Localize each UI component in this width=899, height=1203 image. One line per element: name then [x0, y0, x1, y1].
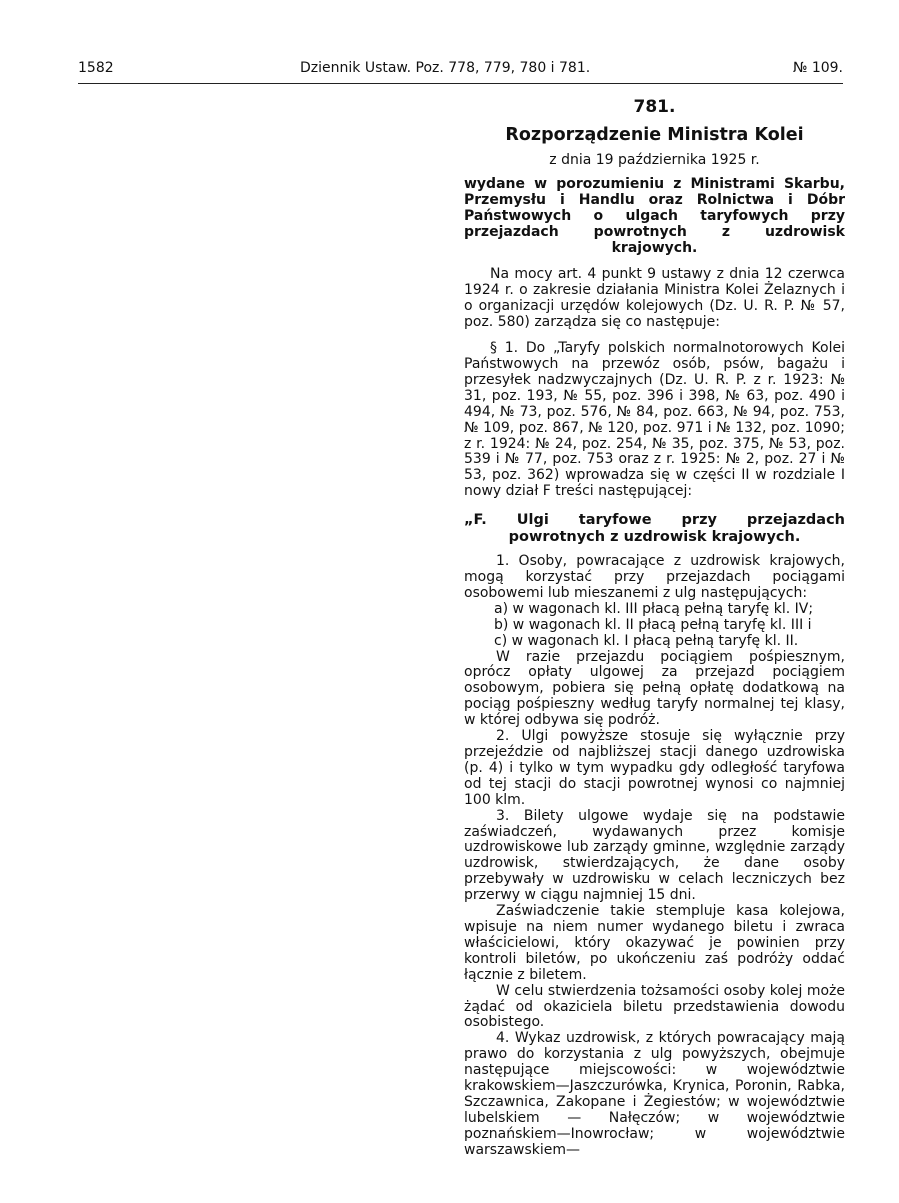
section-f-heading: „F. Ulgi taryfowe przy przejazdach powrotnych z uzdrowisk krajowych.: [464, 512, 845, 546]
article-column: [464, 96, 845, 1159]
page-header: [78, 59, 843, 84]
article-subtitle: wydane w porozumieniu z Ministrami Skarbu, Przemysłu i Handlu oraz Rolnictwa i Dóbr Państwowych o ulgach taryfowych przy przejazdach powrotnych z uzdrowisk krajowych.: [464, 175, 845, 256]
point-3-continuation-2: W celu stwierdzenia tożsamości osoby kolej może żądać od okaziciela biletu przedstawienia dowodu osobistego.: [464, 982, 845, 1031]
section-1-paragraph: § 1. Do „Taryfy polskich normalnotorowych Kolei Państwowych na przewóz osób, psów, bagażu i przesyłek nadzwyczajnych (Dz. U. R. P. z r. 1923: № 31, poz. 193, № 55, poz. 396 i 398, № 63, poz. 490 i 494, № 73, poz. 576, № 84, poz. 663, № 94, poz. 753, № 109, poz. 867, № 120, poz. 971 i № 132, poz. 1090; z r. 1924: № 24, poz. 254, № 35, poz. 375, № 53, poz. 539 i № 77, poz. 753 oraz z r. 1925: № 2, poz. 27 i № 53, poz. 362) wprowadza się w części II w rozdziale I nowy dział F treści następującej:: [464, 340, 845, 500]
point-4: 4. Wykaz uzdrowisk, z których powracający mają prawo do korzystania z ulg powyższych, obejmuje następujące miejscowości: w województwie krakowskiem—Jaszczurówka, Krynica, Poronin, Rabka, Szczawnica, Zakopane i Żegiestów; w województwie lubelskiem — Nałęczów; w województwie poznańskiem—Inowrocław; w województwie warszawskiem—: [464, 1030, 845, 1158]
article-number: 781.: [633, 97, 676, 117]
point-3: 3. Bilety ulgowe wydaje się na podstawie zaświadczeń, wydawanych przez komisje uzdrowiskowe lub zarządy gminne, względnie zarządy uzdrowisk, stwierdzających, że dane osoby przebywały w uzdrowisku w celach leczniczych bez przerwy w ciągu najmniej 15 dni.: [464, 807, 845, 904]
page-number: 1582: [78, 60, 114, 76]
journal-title: Dziennik Ustaw. Poz. 778, 779, 780 i 781.: [300, 60, 591, 76]
point-1-continuation: W razie przejazdu pociągiem pośpiesznym, oprócz opłaty ulgowej za przejazd pociągiem osobowym, pobiera się pełną opłatę dodatkową na pociąg pośpieszny według taryfy normalnej tej klasy, w której odbywa się podróż.: [464, 648, 845, 729]
issue-number: № 109.: [792, 60, 843, 76]
point-1: 1. Osoby, powracające z uzdrowisk krajowych, mogą korzystać przy przejazdach pociągami osobowemi lub mieszanemi z ulg następujących:: [464, 553, 845, 601]
article-title: Rozporządzenie Ministra Kolei: [505, 125, 804, 145]
point-2: 2. Ulgi powyższe stosuje się wyłącznie przy przejeździe od najbliższej stacji danego uzdrowiska (p. 4) i tylko w tym wypadku gdy odległość taryfowa od tej stacji do stacji powrotnej wynosi co najmniej 100 klm.: [464, 728, 845, 808]
list-item-a: a) w wagonach kl. III płacą pełną taryfę kl. IV;: [494, 600, 814, 617]
list-item-c: c) w wagonach kl. I płacą pełną taryfę kl. II.: [494, 632, 799, 649]
article-date: z dnia 19 października 1925 r.: [549, 152, 760, 168]
intro-paragraph: Na mocy art. 4 punkt 9 ustawy z dnia 12 czerwca 1924 r. o zakresie działania Ministra Kolei Żelaznych i o organizacji urzędów kolejowych (Dz. U. R. P. № 57, poz. 580) zarządza się co następuje:: [464, 266, 845, 331]
point-3-continuation-1: Zaświadczenie takie stempluje kasa kolejowa, wpisuje na niem numer wydanego biletu i zwraca właścicielowi, który okazywać je powinien przy kontroli biletów, po ukończeniu zaś podróży oddać łącznie z biletem.: [464, 903, 845, 983]
list-item-b: b) w wagonach kl. II płacą pełną taryfę kl. III i: [494, 616, 812, 633]
